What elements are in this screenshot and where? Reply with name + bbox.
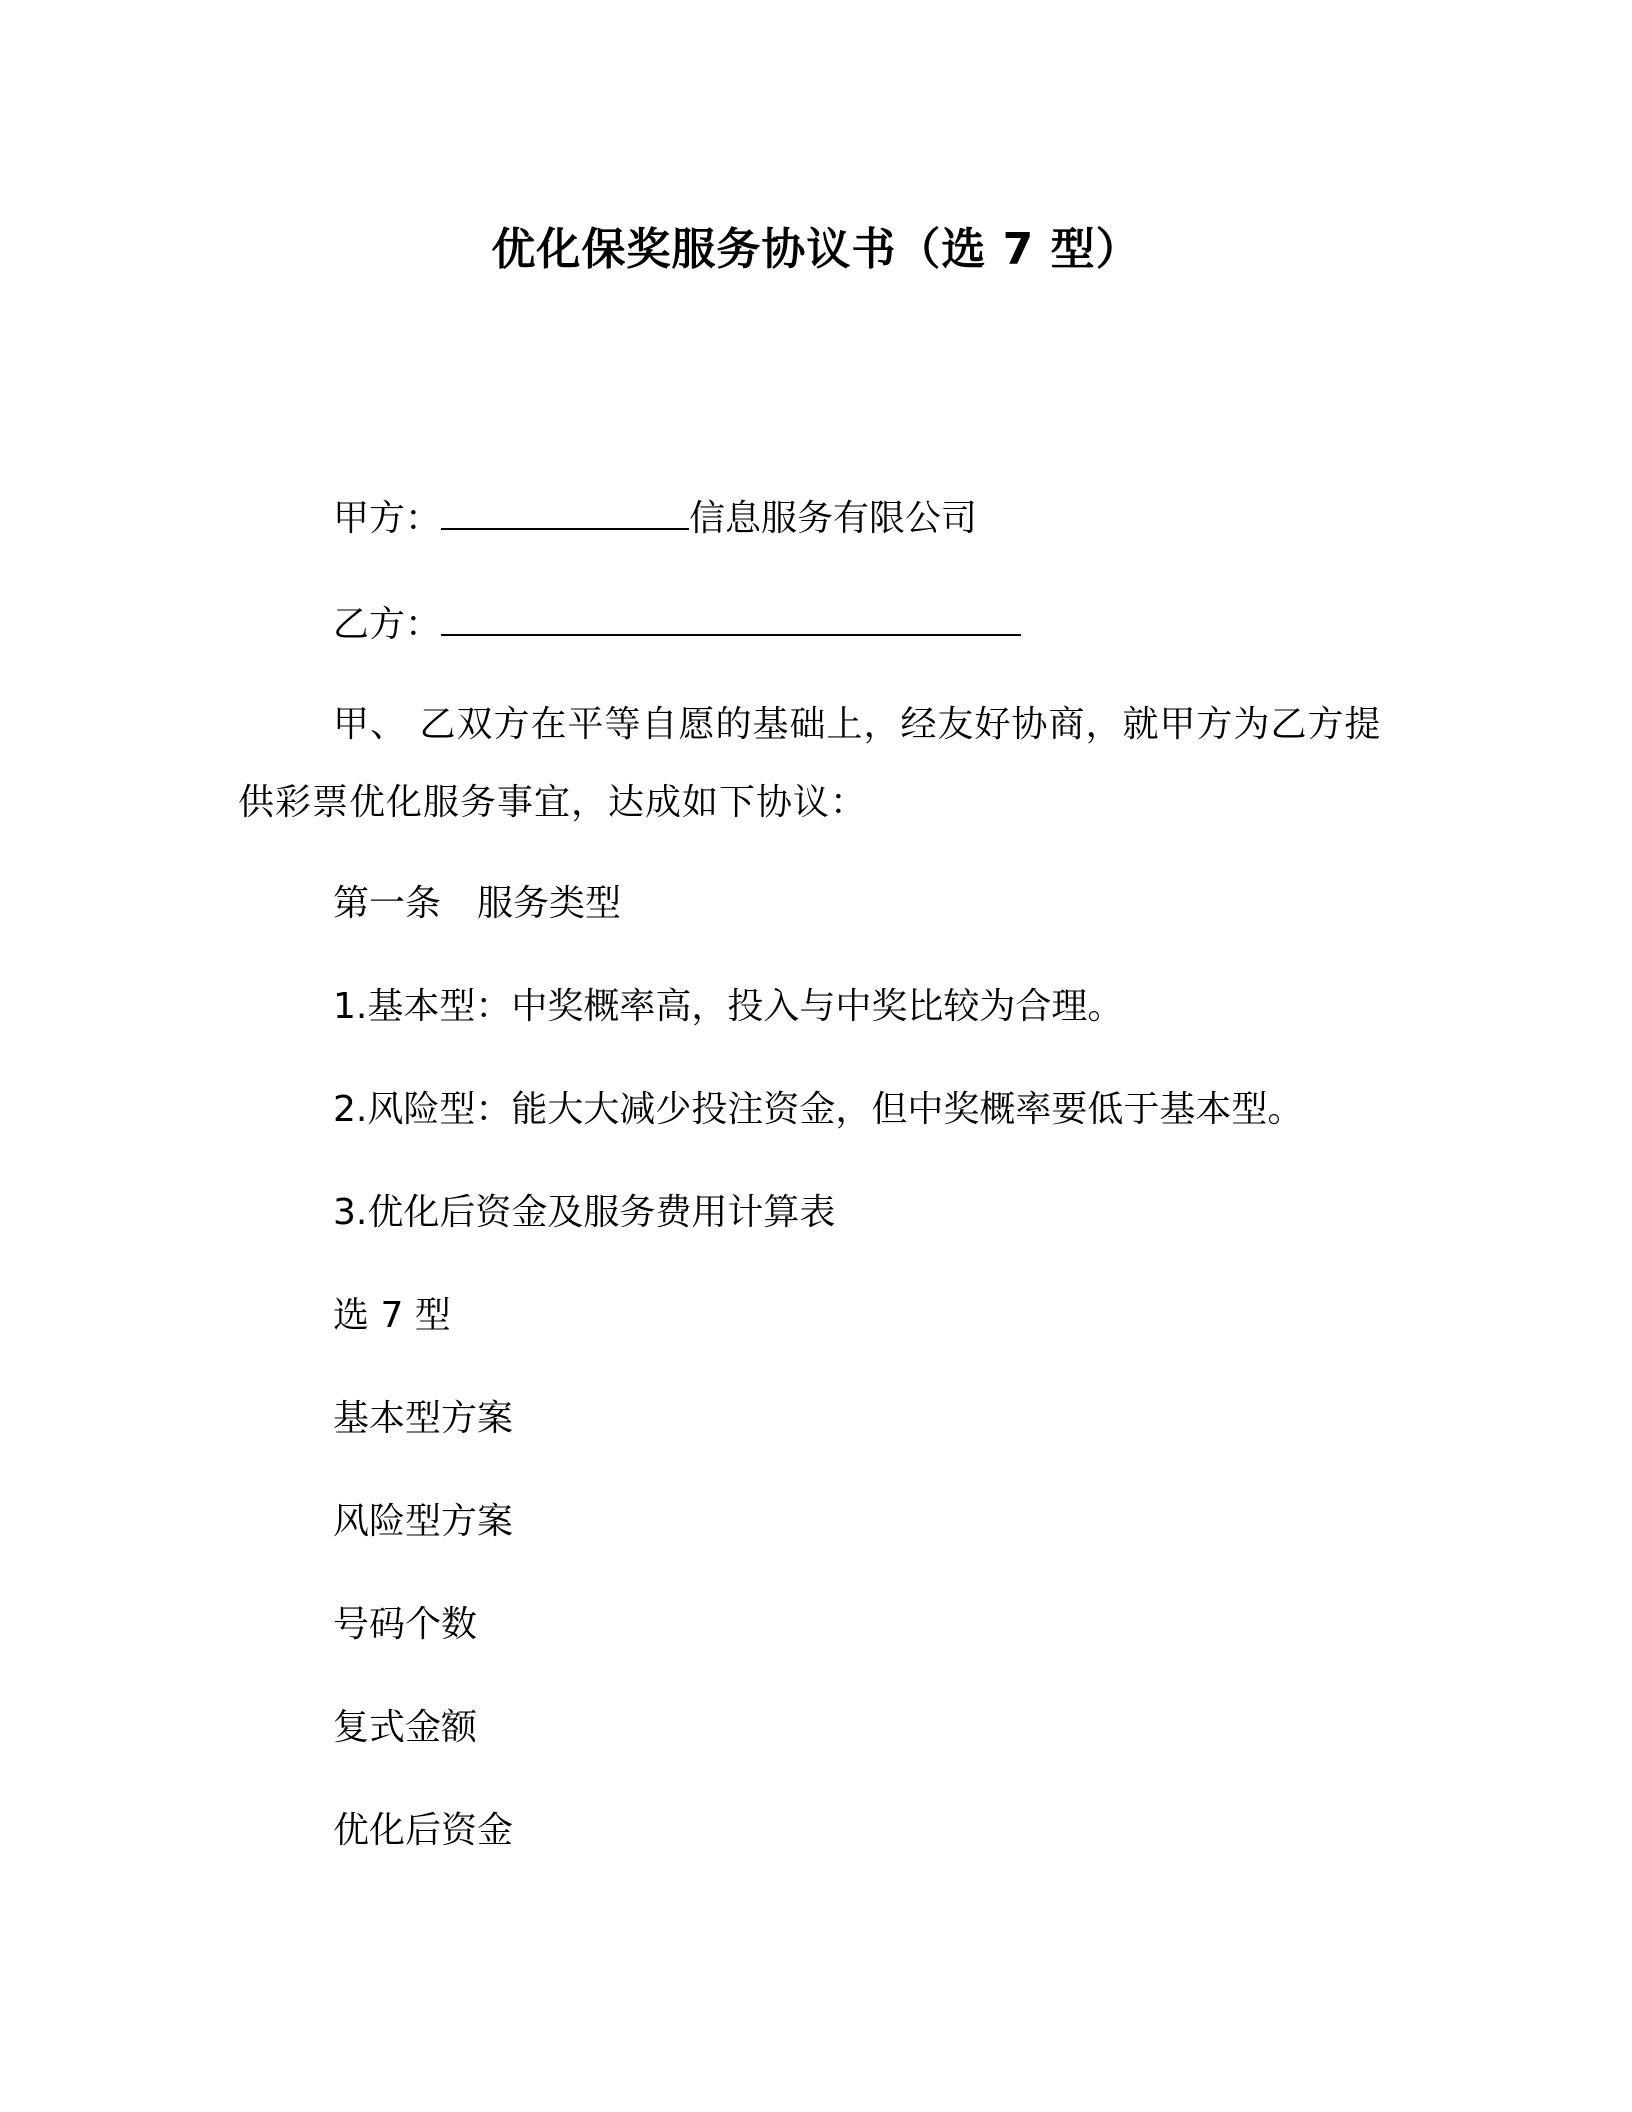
- party-b-line: [333, 600, 1021, 649]
- item-basic-type: 1.基本型：中奖概率高，投入与中奖比较为合理。: [333, 986, 1124, 1027]
- party-a-line: [333, 494, 977, 543]
- article-one-title: 服务类型: [477, 883, 622, 924]
- party-a-blank: [441, 494, 689, 530]
- item-calc-table: 3.优化后资金及服务费用计算表: [333, 1192, 836, 1233]
- compound-amount: 复式金额: [333, 1707, 478, 1748]
- document-title: 优化保奖服务协议书（选 7 型）: [491, 224, 1141, 275]
- party-a-company: 信息服务有限公司: [689, 498, 978, 539]
- party-b-blank: [441, 600, 1021, 636]
- number-count: 号码个数: [333, 1604, 478, 1645]
- select-seven-type: 选 7 型: [333, 1295, 451, 1336]
- risk-plan: 风险型方案: [333, 1501, 514, 1542]
- party-b-label: 乙方：: [333, 604, 442, 645]
- article-one-number: 第一条: [333, 883, 442, 924]
- optimized-funds: 优化后资金: [333, 1810, 514, 1851]
- item-risk-type: 2.风险型：能大大减少投注资金，但中奖概率要低于基本型。: [333, 1089, 1304, 1130]
- basic-plan: 基本型方案: [333, 1398, 514, 1439]
- article-one-heading: [333, 880, 621, 928]
- intro-paragraph: 甲、 乙双方在平等自愿的基础上，经友好协商，就甲方为乙方提供彩票优化服务事宜，达成如下协议：: [238, 704, 1382, 823]
- party-a-label: 甲方：: [333, 498, 442, 539]
